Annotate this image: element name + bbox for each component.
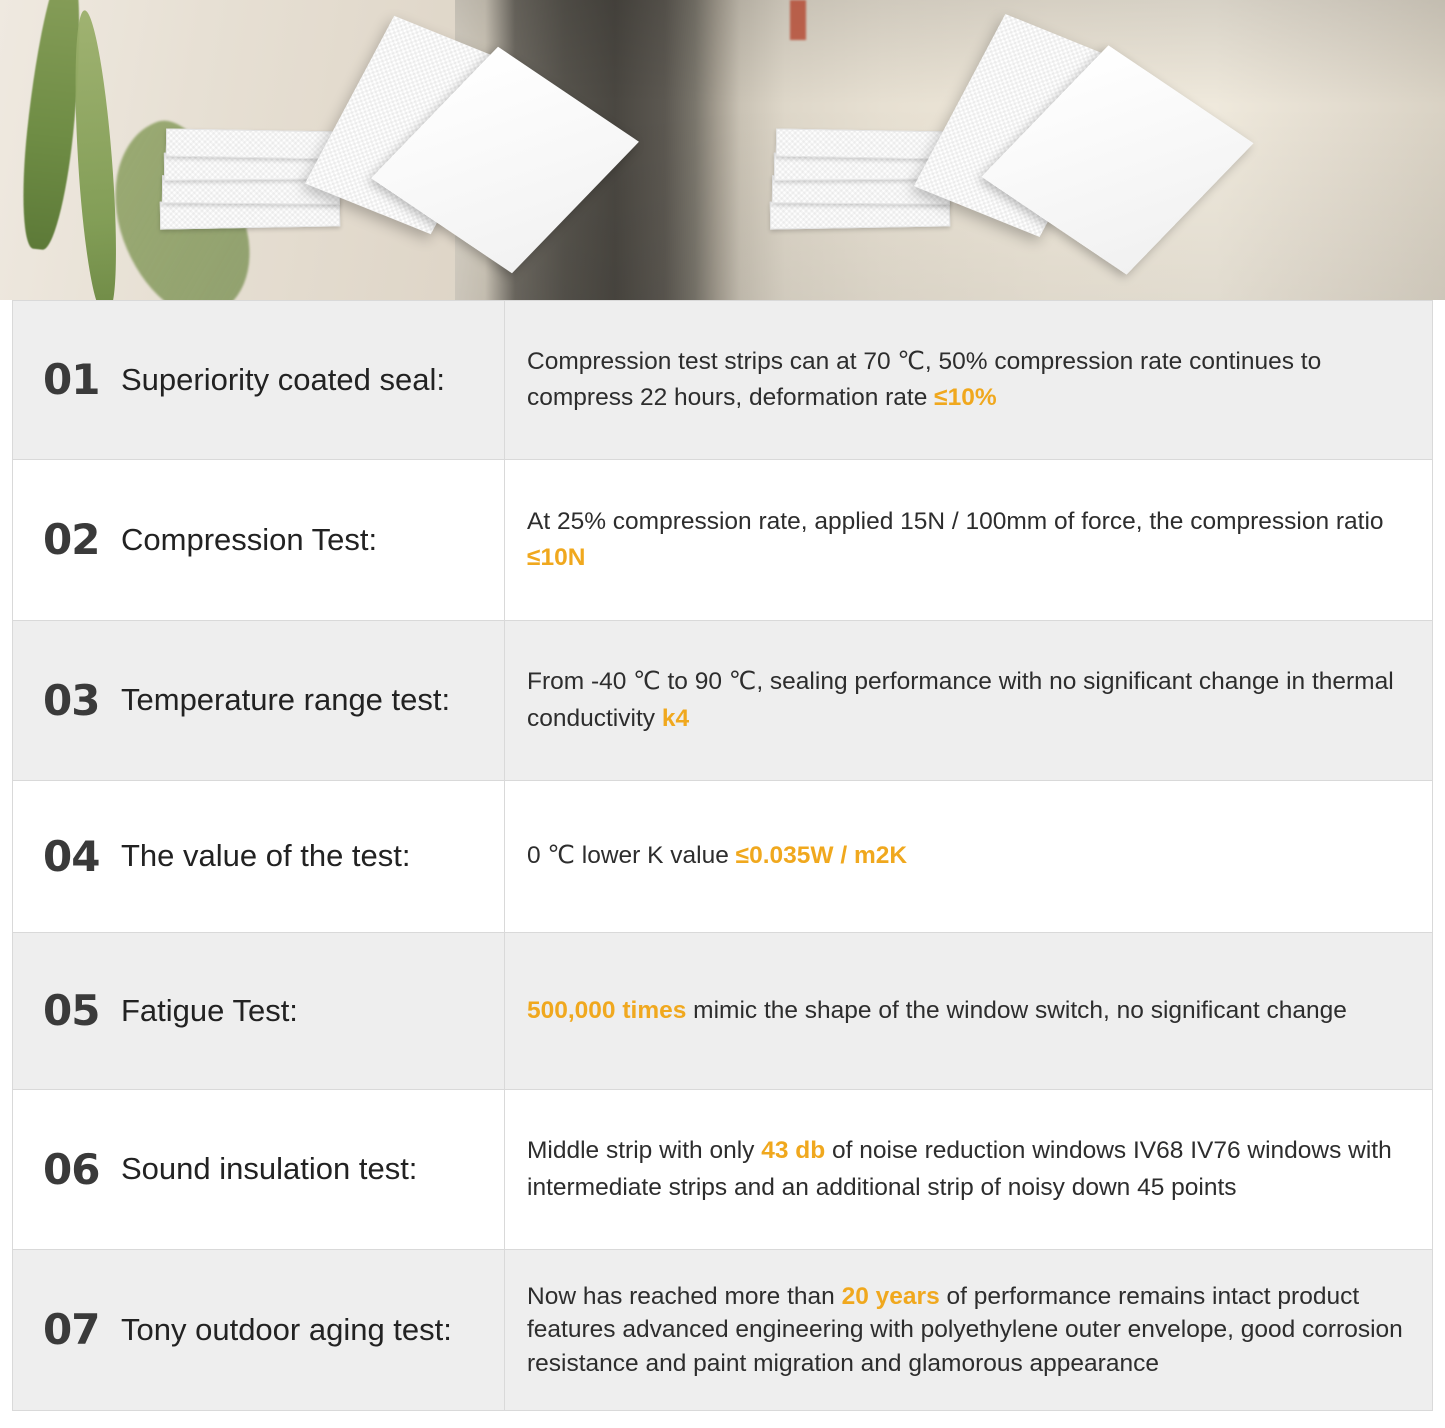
row-title: Fatigue Test: <box>121 992 298 1028</box>
table-row <box>13 1090 1432 1250</box>
row-label-cell <box>13 781 505 932</box>
row-title: Temperature range test: <box>121 682 451 718</box>
table-row <box>13 933 1432 1090</box>
description-text: From -40 ℃ to 90 ℃, sealing performance with no significant change in thermal conductivity <box>527 668 1394 732</box>
description-text: of noise reduction windows IV68 IV76 windows with intermediate strips and an additional strip of noisy down 45 points <box>527 1137 1392 1201</box>
row-title: Tony outdoor aging test: <box>121 1311 452 1347</box>
row-description-cell <box>505 301 1432 459</box>
row-description <box>527 344 1406 417</box>
row-description <box>527 993 1347 1029</box>
description-text: Compression test strips can at 70 ℃, 50% compression rate continues to compress 22 hours, deformation rate <box>527 347 1322 411</box>
row-number: 05 <box>43 986 100 1035</box>
row-description-cell <box>505 1250 1432 1410</box>
row-title: Compression Test: <box>121 521 378 557</box>
highlighted-value: 43 db <box>761 1137 826 1165</box>
row-description <box>527 664 1406 737</box>
hero-door-mark-1 <box>790 0 806 40</box>
description-text: mimic the shape of the window switch, no significant change <box>686 996 1347 1024</box>
row-description-cell <box>505 933 1432 1089</box>
highlighted-value: ≤10N <box>527 544 586 571</box>
row-label-cell <box>13 1090 505 1249</box>
product-hero-image <box>0 0 1445 300</box>
table-row <box>13 621 1432 781</box>
pad-sheet <box>166 128 340 159</box>
description-text: Now has reached more than <box>527 1283 842 1311</box>
row-number: 02 <box>43 515 100 564</box>
highlighted-value: k4 <box>661 704 690 732</box>
row-description <box>527 504 1406 577</box>
row-number: 03 <box>43 675 100 725</box>
row-description-cell <box>505 460 1432 620</box>
row-description-cell <box>505 1090 1432 1249</box>
row-description-cell <box>505 781 1432 932</box>
table-row <box>13 781 1432 933</box>
row-description <box>527 1280 1406 1380</box>
table-row <box>13 301 1432 460</box>
description-text: 0 ℃ lower K value <box>527 842 736 870</box>
highlighted-value: ≤10% <box>934 384 997 411</box>
row-number: 07 <box>43 1305 100 1354</box>
specification-table <box>12 300 1433 1411</box>
row-title: Superiority coated seal: <box>121 361 445 397</box>
row-label-cell <box>13 621 505 780</box>
row-number: 01 <box>43 355 100 404</box>
row-description-cell <box>505 621 1432 780</box>
table-row <box>13 460 1432 621</box>
row-number: 04 <box>43 831 100 881</box>
table-row <box>13 1250 1432 1410</box>
row-label-cell <box>13 1250 505 1410</box>
highlighted-value: 20 years <box>841 1283 940 1311</box>
description-text: Middle strip with only <box>527 1137 762 1165</box>
row-description <box>527 838 907 874</box>
description-text: of performance remains intact product features advanced engineering with polyethylene outer envelope, good corrosion resistance and paint migration and glamorous appearance <box>527 1283 1403 1377</box>
row-label-cell <box>13 933 505 1089</box>
row-label-cell <box>13 301 505 459</box>
row-description <box>527 1133 1406 1206</box>
highlighted-value: 500,000 times <box>527 996 687 1024</box>
pad-sheet <box>776 128 950 159</box>
highlighted-value: ≤0.035W / m2K <box>735 842 908 870</box>
row-title: Sound insulation test: <box>121 1151 418 1187</box>
row-label-cell <box>13 460 505 620</box>
description-text: At 25% compression rate, applied 15N / 100mm of force, the compression ratio <box>527 507 1384 535</box>
row-number: 06 <box>43 1144 100 1194</box>
row-title: The value of the test: <box>121 838 411 874</box>
